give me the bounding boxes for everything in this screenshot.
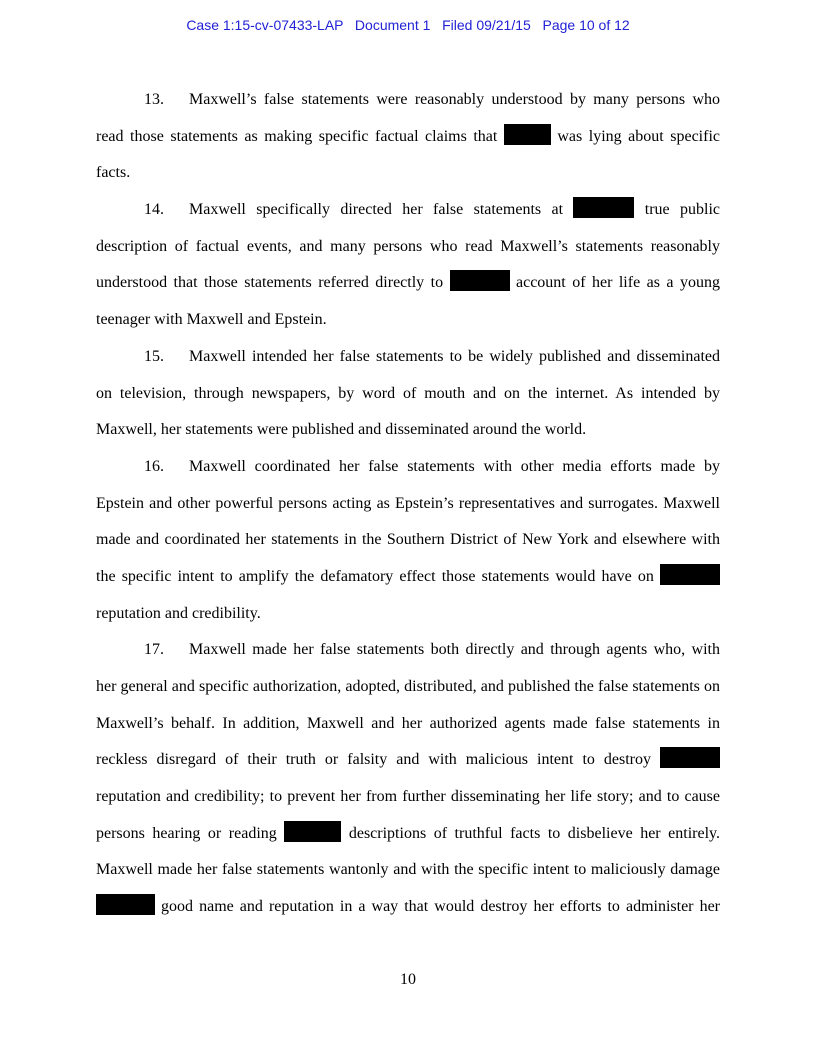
document-line: read those statements as making specific factual claims that was lying about specific	[96, 119, 720, 156]
document-line: facts.	[96, 164, 131, 182]
document-line: 17. Maxwell made her false statements both directly and through agents who, with	[144, 641, 720, 659]
document-line: 16. Maxwell coordinated her false statements with other media efforts made by	[144, 457, 720, 475]
paragraph-number: 13.	[144, 91, 164, 108]
document-line: 13. Maxwell’s false statements were reasonably understood by many persons who	[144, 91, 720, 108]
redaction-box	[660, 747, 720, 768]
document-line: Maxwell’s behalf. In addition, Maxwell and her authorized agents made false statements in	[96, 714, 720, 732]
page-number: 10	[400, 971, 416, 988]
document-line: Maxwell made her false statements wantonly and with the specific intent to maliciously damage	[96, 861, 720, 879]
document-line: teenager with Maxwell and Epstein.	[96, 311, 327, 329]
number-tab-gap	[164, 213, 189, 214]
document-line: reputation and credibility; to prevent her from further disseminating her life story; and to cause	[96, 788, 720, 806]
document-line: 15. Maxwell intended her false statements to be widely published and disseminated	[144, 347, 720, 365]
number-tab-gap	[164, 103, 189, 104]
paragraph-number: 14.	[144, 201, 164, 219]
paragraph	[96, 82, 720, 192]
redaction-box	[660, 564, 720, 585]
document-line: understood that those statements referred directly to account of her life as a young	[96, 265, 720, 302]
paragraph-number: 15.	[144, 347, 164, 365]
paragraph-number: 16.	[144, 457, 164, 475]
case-header-stamp: Case 1:15-cv-07433-LAP Document 1 Filed 09/21/15 Page 10 of 12	[186, 17, 630, 33]
redaction-box	[284, 821, 341, 842]
document-body	[96, 82, 720, 926]
document-line: the specific intent to amplify the defamatory effect those statements would have on	[96, 559, 720, 596]
redaction-box	[450, 270, 510, 291]
number-tab-gap	[164, 360, 189, 361]
document-line: 14. Maxwell specifically directed her false statements at true public	[96, 192, 720, 229]
document-line: reckless disregard of their truth or falsity and with malicious intent to destroy	[96, 742, 720, 779]
paragraph	[96, 449, 720, 632]
document-line: good name and reputation in a way that would destroy her efforts to administer her	[96, 889, 720, 926]
document-line: description of factual events, and many persons who read Maxwell’s statements reasonably	[96, 237, 720, 255]
paragraph-number: 17.	[144, 641, 164, 659]
document-line: reputation and credibility.	[96, 604, 261, 622]
paragraph	[96, 632, 720, 926]
redaction-box	[96, 894, 155, 915]
document-line: her general and specific authorization, adopted, distributed, and published the false statements on	[96, 678, 720, 695]
document-line: persons hearing or reading descriptions of truthful facts to disbelieve her entirely.	[96, 816, 720, 853]
paragraph	[96, 339, 720, 449]
number-tab-gap	[164, 653, 189, 654]
redaction-box	[504, 124, 551, 145]
document-line: made and coordinated her statements in the Southern District of New York and elsewhere with	[96, 531, 720, 549]
redaction-box	[573, 197, 634, 218]
paragraph	[96, 192, 720, 339]
document-line: on television, through newspapers, by word of mouth and on the internet. As intended by	[96, 384, 720, 402]
number-tab-gap	[164, 470, 189, 471]
document-line: Epstein and other powerful persons acting as Epstein’s representatives and surrogates. Maxwell	[96, 494, 720, 512]
document-line: Maxwell, her statements were published and disseminated around the world.	[96, 421, 587, 439]
